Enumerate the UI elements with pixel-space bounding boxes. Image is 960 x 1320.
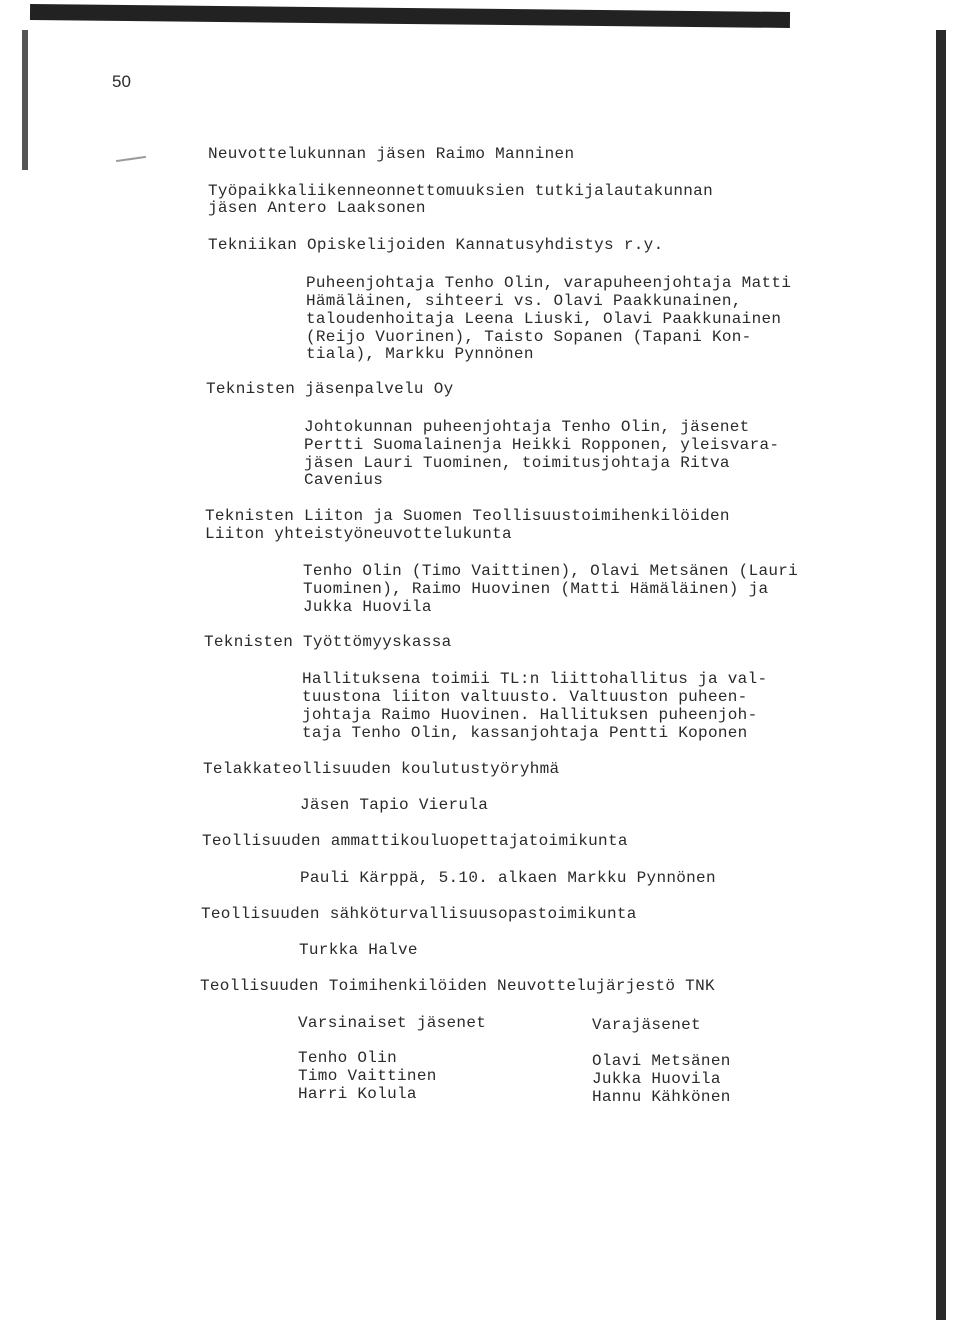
text-line: jäsen Lauri Tuominen, toimitusjohtaja Ritva	[304, 454, 730, 472]
text-line: Tekniikan Opiskelijoiden Kannatusyhdistys r.y.	[208, 236, 664, 254]
text-line: Neuvottelukunnan jäsen Raimo Manninen	[208, 145, 575, 163]
text-line: Hämäläinen, sihteeri vs. Olavi Paakkunainen,	[306, 292, 742, 310]
text-line: Harri Kolula	[298, 1085, 417, 1103]
text-line: Hallituksena toimii TL:n liittohallitus ja val-	[302, 670, 768, 688]
page-number: 50	[112, 72, 131, 91]
text-line: Teollisuuden sähköturvallisuusopastoimikunta	[201, 905, 637, 923]
text-line: tuustona liiton valtuusto. Valtuuston puheen-	[302, 688, 748, 706]
text-line: Teknisten Liiton ja Suomen Teollisuustoimihenkilöiden	[205, 507, 730, 525]
text-line: taloudenhoitaja Leena Liuski, Olavi Paakkunainen	[306, 310, 782, 328]
text-line: Hannu Kähkönen	[592, 1088, 731, 1106]
text-line: Turkka Halve	[299, 941, 418, 959]
text-line: Varsinaiset jäsenet	[298, 1014, 487, 1032]
text-line: Timo Vaittinen	[298, 1067, 437, 1085]
text-line: Tenho Olin (Timo Vaittinen), Olavi Metsänen (Lauri	[303, 562, 799, 580]
text-line: Pertti Suomalainenja Heikki Ropponen, yleisvara-	[304, 436, 780, 454]
text-line: tiala), Markku Pynnönen	[306, 345, 534, 363]
scan-edge-left	[22, 30, 28, 170]
text-line: Pauli Kärppä, 5.10. alkaen Markku Pynnönen	[300, 869, 716, 887]
text-line: Johtokunnan puheenjohtaja Tenho Olin, jäsenet	[304, 418, 750, 436]
text-line: Olavi Metsänen	[592, 1052, 731, 1070]
text-line: Telakkateollisuuden koulutustyöryhmä	[203, 760, 560, 778]
text-line: Tuominen), Raimo Huovinen (Matti Hämäläinen) ja	[303, 580, 769, 598]
text-line: jäsen Antero Laaksonen	[208, 199, 426, 217]
text-line: taja Tenho Olin, kassanjohtaja Pentti Koponen	[302, 724, 748, 742]
text-line: Tenho Olin	[298, 1049, 398, 1067]
text-line: Jäsen Tapio Vierula	[300, 796, 489, 814]
text-line: Liiton yhteistyöneuvottelukunta	[205, 525, 512, 543]
text-line: Työpaikkaliikenneonnettomuuksien tutkijalautakunnan	[208, 182, 713, 200]
text-line: (Reijo Vuorinen), Taisto Sopanen (Tapani Kon-	[306, 328, 752, 346]
text-line: Jukka Huovila	[592, 1070, 721, 1088]
text-line: Teknisten jäsenpalvelu Oy	[206, 380, 454, 398]
text-line: Teollisuuden ammattikouluopettajatoimikunta	[202, 832, 628, 850]
text-line: johtaja Raimo Huovinen. Hallituksen puheenjoh-	[302, 706, 758, 724]
text-line: Puheenjohtaja Tenho Olin, varapuheenjohtaja Matti	[306, 274, 792, 292]
margin-mark	[116, 156, 146, 162]
text-line: Varajäsenet	[592, 1016, 701, 1034]
text-line: Jukka Huovila	[303, 598, 432, 616]
scan-edge-right	[936, 30, 946, 1320]
text-line: Cavenius	[304, 471, 384, 489]
text-line: Teknisten Työttömyyskassa	[204, 633, 452, 651]
text-line: Teollisuuden Toimihenkilöiden Neuvottelujärjestö TNK	[200, 977, 715, 995]
